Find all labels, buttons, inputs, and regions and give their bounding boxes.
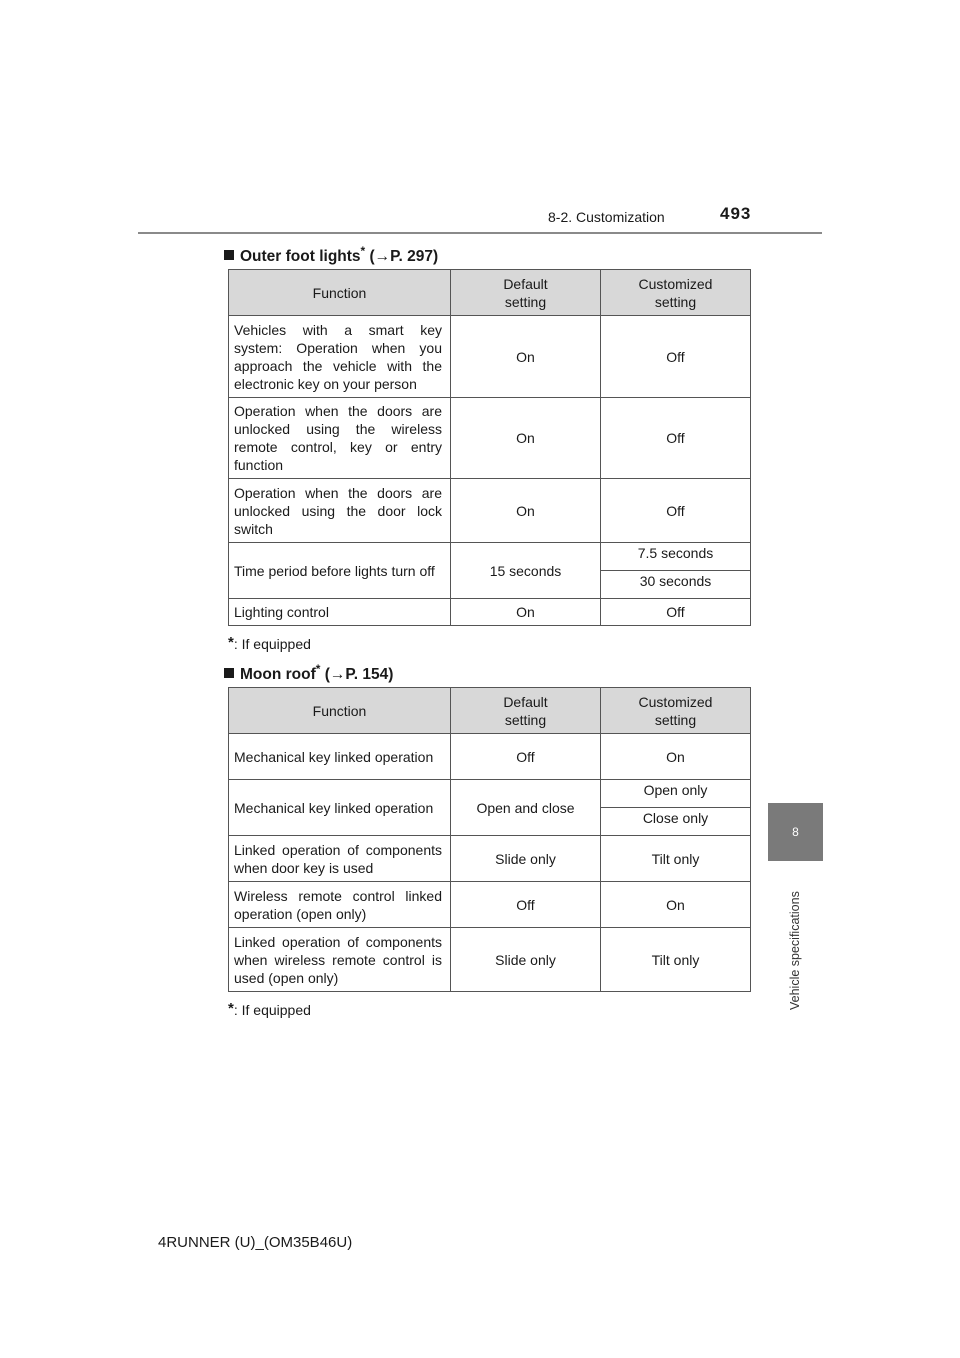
function-cell: Wireless remote control linked operation (open only) bbox=[229, 882, 451, 928]
outer-foot-lights-heading: Outer foot lights* (→P. 297) bbox=[224, 244, 438, 266]
custom-cell: On bbox=[601, 882, 751, 928]
function-cell: Time period before lights turn off bbox=[229, 543, 451, 599]
custom-cell: Off bbox=[601, 479, 751, 543]
custom-cell: Tilt only bbox=[601, 928, 751, 992]
custom-cell: 7.5 seconds bbox=[601, 543, 751, 571]
default-cell: Slide only bbox=[451, 928, 601, 992]
section-label: 8-2. Customization bbox=[548, 209, 665, 225]
custom-cell: Off bbox=[601, 599, 751, 626]
default-cell: Slide only bbox=[451, 836, 601, 882]
default-cell: Off bbox=[451, 734, 601, 780]
bullet-square-icon bbox=[224, 668, 234, 678]
moon-roof-heading: Moon roof* (→P. 154) bbox=[224, 662, 393, 684]
default-cell: Off bbox=[451, 882, 601, 928]
custom-cell: Tilt only bbox=[601, 836, 751, 882]
column-header: Default setting bbox=[451, 270, 601, 316]
moon-roof-table bbox=[228, 687, 751, 992]
document-code: 4RUNNER (U)_(OM35B46U) bbox=[158, 1234, 353, 1251]
function-cell: Mechanical key linked operation bbox=[229, 780, 451, 836]
function-cell: Vehicles with a smart key system: Operation when you approach the vehicle with the electronic key on your person bbox=[229, 316, 451, 398]
table-row bbox=[229, 836, 751, 882]
table-row bbox=[229, 599, 751, 626]
table-row bbox=[229, 928, 751, 992]
chapter-label: Vehicle specifications bbox=[788, 891, 802, 1010]
chapter-tab bbox=[768, 803, 823, 861]
page-reference: (→P. 154) bbox=[320, 666, 394, 684]
bullet-square-icon bbox=[224, 250, 234, 260]
table-row bbox=[229, 479, 751, 543]
default-cell: Open and close bbox=[451, 780, 601, 836]
chapter-number: 8 bbox=[792, 825, 799, 839]
function-cell: Lighting control bbox=[229, 599, 451, 626]
function-cell: Operation when the doors are unlocked using the wireless remote control, key or entry function bbox=[229, 398, 451, 479]
custom-cell: 30 seconds bbox=[601, 571, 751, 599]
default-cell: On bbox=[451, 479, 601, 543]
table-header-row bbox=[229, 270, 751, 316]
table-header-row bbox=[229, 688, 751, 734]
column-header: Customized setting bbox=[601, 688, 751, 734]
custom-cell: Open only bbox=[601, 780, 751, 808]
table-row bbox=[229, 543, 751, 571]
table-row bbox=[229, 780, 751, 808]
page-reference: (→P. 297) bbox=[365, 248, 439, 266]
table-row bbox=[229, 882, 751, 928]
column-header: Customized setting bbox=[601, 270, 751, 316]
default-cell: On bbox=[451, 398, 601, 479]
page-number: 493 bbox=[720, 204, 752, 223]
custom-cell: Close only bbox=[601, 808, 751, 836]
custom-cell: Off bbox=[601, 316, 751, 398]
function-cell: Linked operation of components when wireless remote control is used (open only) bbox=[229, 928, 451, 992]
table-row bbox=[229, 734, 751, 780]
footnote: *: If equipped bbox=[228, 1000, 311, 1018]
default-cell: 15 seconds bbox=[451, 543, 601, 599]
footnote: *: If equipped bbox=[228, 634, 311, 652]
table-row bbox=[229, 398, 751, 479]
custom-cell: Off bbox=[601, 398, 751, 479]
column-header: Function bbox=[229, 270, 451, 316]
function-cell: Operation when the doors are unlocked using the door lock switch bbox=[229, 479, 451, 543]
function-cell: Linked operation of components when door key is used bbox=[229, 836, 451, 882]
function-cell: Mechanical key linked operation bbox=[229, 734, 451, 780]
header-divider bbox=[138, 232, 822, 234]
column-header: Function bbox=[229, 688, 451, 734]
default-cell: On bbox=[451, 599, 601, 626]
table-row bbox=[229, 316, 751, 398]
custom-cell: On bbox=[601, 734, 751, 780]
column-header: Default setting bbox=[451, 688, 601, 734]
outer-foot-lights-table bbox=[228, 269, 751, 626]
default-cell: On bbox=[451, 316, 601, 398]
